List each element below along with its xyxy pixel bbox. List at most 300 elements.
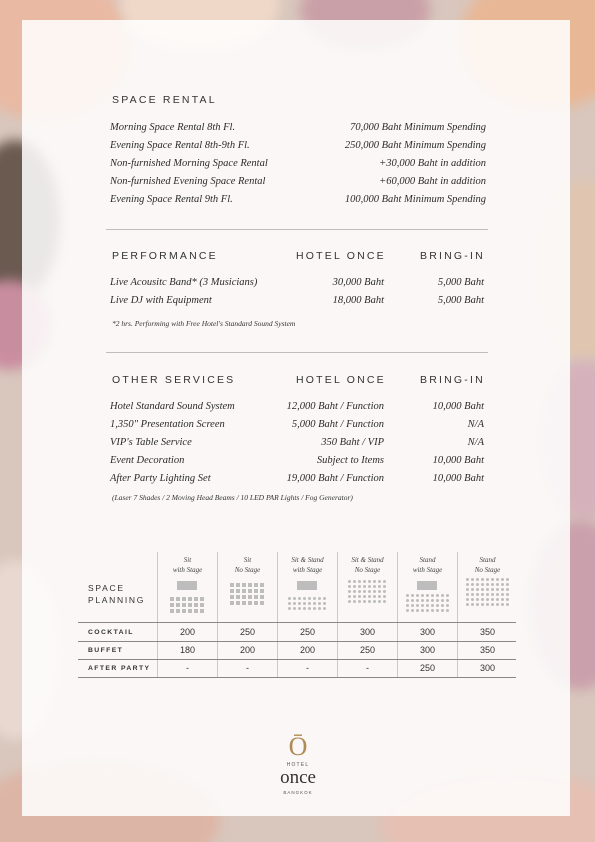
- service-row: [110, 401, 486, 419]
- seat-icon: [506, 578, 509, 581]
- seat-icon: [496, 578, 499, 581]
- bring-in-price: 10,000 Baht: [432, 455, 484, 466]
- seat-icon: [170, 603, 174, 607]
- logo-hotel-text: HOTEL: [286, 762, 310, 768]
- layout-caption: [458, 555, 517, 575]
- seat-icon: [373, 585, 376, 588]
- seat-icon: [416, 594, 419, 597]
- seat-icon: [313, 597, 316, 600]
- layout-caption: [278, 555, 337, 575]
- seat-icon: [406, 594, 409, 597]
- seat-icon: [486, 593, 489, 596]
- capacity-cell: 350: [479, 645, 496, 655]
- seat-icon: [358, 580, 361, 583]
- seat-icon: [476, 583, 479, 586]
- service-row: [110, 455, 486, 473]
- seat-icon: [481, 583, 484, 586]
- seat-icon: [446, 594, 449, 597]
- seat-icon: [466, 598, 469, 601]
- lighting-set-note: (Laser 7 Shades / 2 Moving Head Beams / 10 LED PAR Lights / Fog Generator): [112, 493, 353, 502]
- seat-icon: [466, 603, 469, 606]
- seat-icon: [188, 597, 192, 601]
- capacity-cell: -: [366, 663, 369, 673]
- capacity-cell: 300: [419, 627, 436, 637]
- seat-icon: [431, 594, 434, 597]
- layout-caption: [158, 555, 217, 575]
- seat-icon: [353, 595, 356, 598]
- seat-icon: [308, 607, 311, 610]
- seat-icon: [506, 603, 509, 606]
- capacity-cell: 300: [419, 645, 436, 655]
- seat-icon: [506, 588, 509, 591]
- space-planning-title-line2: PLANNING: [88, 595, 146, 605]
- row-label: Hotel Standard Sound System: [110, 401, 235, 412]
- seat-icon: [318, 607, 321, 610]
- row-divider: [78, 659, 516, 660]
- seat-icon: [471, 583, 474, 586]
- seat-icon: [426, 594, 429, 597]
- seat-icon: [501, 588, 504, 591]
- bring-in-column-header: BRING-IN: [420, 250, 485, 262]
- seat-icon: [318, 602, 321, 605]
- capacity-cell: 200: [179, 627, 196, 637]
- seat-icon: [496, 588, 499, 591]
- seat-icon: [260, 583, 264, 587]
- seat-icon: [313, 602, 316, 605]
- seat-icon: [230, 583, 234, 587]
- seat-icon: [506, 593, 509, 596]
- seat-icon: [501, 593, 504, 596]
- service-row: [110, 473, 486, 491]
- performance-note: *2 hrs. Performing with Free Hotel's Standard Sound System: [112, 319, 296, 328]
- bring-in-price: N/A: [467, 419, 484, 430]
- seat-icon: [363, 580, 366, 583]
- seat-icon: [368, 585, 371, 588]
- seat-icon: [496, 598, 499, 601]
- seat-icon: [303, 602, 306, 605]
- seat-icon: [481, 588, 484, 591]
- row-price: +30,000 Baht in addition: [379, 158, 486, 169]
- logo-once-text: once: [280, 767, 316, 788]
- seat-icon: [293, 602, 296, 605]
- seat-icon: [506, 583, 509, 586]
- seat-icon: [353, 580, 356, 583]
- seat-icon: [358, 590, 361, 593]
- seat-icon: [200, 603, 204, 607]
- seat-icon: [501, 598, 504, 601]
- stage-icon: [417, 581, 437, 590]
- seat-icon: [242, 589, 246, 593]
- seat-icon: [194, 609, 198, 613]
- seat-icon: [436, 594, 439, 597]
- seat-icon: [363, 590, 366, 593]
- seat-icon: [318, 597, 321, 600]
- row-divider: [78, 641, 516, 642]
- layout-caption: [218, 555, 277, 575]
- seat-icon: [242, 583, 246, 587]
- bring-in-price: N/A: [467, 437, 484, 448]
- seat-icon: [383, 600, 386, 603]
- seat-icon: [491, 593, 494, 596]
- seat-icon: [368, 600, 371, 603]
- seat-icon: [476, 578, 479, 581]
- hotel-price: 350 Baht / VIP: [321, 437, 384, 448]
- seat-icon: [368, 595, 371, 598]
- seat-icon: [254, 583, 258, 587]
- seat-icon: [288, 602, 291, 605]
- seat-icon: [353, 600, 356, 603]
- seat-icon: [406, 609, 409, 612]
- hotel-price: 5,000 Baht / Function: [291, 419, 384, 430]
- seat-icon: [441, 609, 444, 612]
- seat-icon: [188, 603, 192, 607]
- row-divider: [78, 622, 516, 623]
- seat-icon: [421, 599, 424, 602]
- performance-row: [110, 295, 486, 313]
- capacity-cell: 180: [179, 645, 196, 655]
- layout-caption-line1: Sit & Stand: [351, 556, 384, 564]
- capacity-cell: 300: [359, 627, 376, 637]
- seat-icon: [348, 580, 351, 583]
- capacity-cell: 300: [479, 663, 496, 673]
- bring-in-column-header: BRING-IN: [420, 374, 485, 386]
- seat-icon: [236, 589, 240, 593]
- seat-icon: [298, 597, 301, 600]
- seat-icon: [254, 595, 258, 599]
- row-label: Morning Space Rental 8th Fl.: [110, 122, 236, 133]
- seat-icon: [436, 599, 439, 602]
- layout-caption-line2: No Stage: [234, 566, 261, 574]
- seat-icon: [416, 609, 419, 612]
- seat-icon: [406, 604, 409, 607]
- service-row: [110, 419, 486, 437]
- seat-icon: [476, 598, 479, 601]
- capacity-cell: -: [306, 663, 309, 673]
- row-label: Live Acousitc Band* (3 Musicians): [110, 277, 258, 288]
- capacity-cell: 250: [359, 645, 376, 655]
- seat-icon: [416, 604, 419, 607]
- bring-in-price: 5,000 Baht: [437, 277, 484, 288]
- seat-icon: [431, 604, 434, 607]
- seat-icon: [501, 578, 504, 581]
- seat-icon: [230, 601, 234, 605]
- seat-icon: [476, 588, 479, 591]
- seat-icon: [378, 600, 381, 603]
- seat-icon: [248, 589, 252, 593]
- capacity-row-label: AFTER PARTY: [88, 665, 151, 672]
- row-price: 100,000 Baht Minimum Spending: [344, 194, 486, 205]
- seat-icon: [236, 583, 240, 587]
- layout-caption-line1: Sit & Stand: [291, 556, 324, 564]
- seat-icon: [446, 599, 449, 602]
- layout-caption-line2: with Stage: [172, 566, 203, 574]
- row-divider: [78, 677, 516, 678]
- seat-icon: [441, 599, 444, 602]
- seat-icon: [491, 583, 494, 586]
- seat-icon: [260, 601, 264, 605]
- seat-icon: [358, 595, 361, 598]
- seat-icon: [348, 595, 351, 598]
- seat-icon: [348, 600, 351, 603]
- seat-icon: [368, 590, 371, 593]
- seat-icon: [441, 604, 444, 607]
- seat-icon: [426, 599, 429, 602]
- seat-icon: [194, 603, 198, 607]
- performance-row: [110, 277, 486, 295]
- seat-icon: [363, 595, 366, 598]
- space-rental-row: [110, 140, 486, 158]
- row-label: Live DJ with Equipment: [110, 295, 212, 306]
- seat-icon: [491, 588, 494, 591]
- seat-icon: [481, 603, 484, 606]
- seat-icon: [476, 593, 479, 596]
- seat-icon: [194, 597, 198, 601]
- seat-icon: [182, 597, 186, 601]
- bring-in-price: 5,000 Baht: [437, 295, 484, 306]
- seat-icon: [441, 594, 444, 597]
- seat-icon: [486, 578, 489, 581]
- space-rental-row: [110, 176, 486, 194]
- layout-caption: [338, 555, 397, 575]
- seat-icon: [471, 593, 474, 596]
- row-price: +60,000 Baht in addition: [379, 176, 486, 187]
- space-rental-row: [110, 194, 486, 212]
- seat-icon: [230, 589, 234, 593]
- seat-icon: [421, 609, 424, 612]
- seat-icon: [230, 595, 234, 599]
- seat-icon: [323, 607, 326, 610]
- hotel-price: 30,000 Baht: [332, 277, 384, 288]
- seat-icon: [248, 601, 252, 605]
- seat-icon: [373, 595, 376, 598]
- seat-icon: [383, 585, 386, 588]
- capacity-cell: 250: [239, 627, 256, 637]
- seat-icon: [421, 604, 424, 607]
- seat-icon: [363, 585, 366, 588]
- space-planning-title-line1: SPACE: [88, 583, 125, 593]
- seat-icon: [298, 602, 301, 605]
- capacity-cell: 200: [299, 645, 316, 655]
- seat-icon: [466, 583, 469, 586]
- seat-icon: [431, 609, 434, 612]
- seat-icon: [348, 590, 351, 593]
- capacity-row-label: COCKTAIL: [88, 629, 134, 636]
- row-label: 1,350" Presentation Screen: [110, 419, 225, 430]
- row-label: Non-furnished Evening Space Rental: [110, 176, 266, 187]
- seat-icon: [378, 590, 381, 593]
- hotel-price: 18,000 Baht: [332, 295, 384, 306]
- layout-caption-line2: No Stage: [354, 566, 381, 574]
- seat-icon: [373, 590, 376, 593]
- seat-icon: [242, 595, 246, 599]
- seat-icon: [303, 607, 306, 610]
- seat-icon: [481, 593, 484, 596]
- seat-icon: [323, 597, 326, 600]
- capacity-cell: -: [246, 663, 249, 673]
- performance-title: PERFORMANCE: [112, 250, 218, 262]
- seat-icon: [476, 603, 479, 606]
- row-label: After Party Lighting Set: [110, 473, 211, 484]
- space-rental-row: [110, 122, 486, 140]
- seat-icon: [368, 580, 371, 583]
- stage-icon: [297, 581, 317, 590]
- hotel-price: 12,000 Baht / Function: [286, 401, 384, 412]
- seat-icon: [411, 604, 414, 607]
- seat-icon: [446, 604, 449, 607]
- row-price: 250,000 Baht Minimum Spending: [344, 140, 486, 151]
- seat-icon: [313, 607, 316, 610]
- space-rental-title: SPACE RENTAL: [112, 94, 217, 106]
- seat-icon: [411, 609, 414, 612]
- seat-icon: [406, 599, 409, 602]
- seat-icon: [358, 600, 361, 603]
- bring-in-price: 10,000 Baht: [432, 401, 484, 412]
- capacity-cell: 250: [419, 663, 436, 673]
- seat-icon: [411, 594, 414, 597]
- seat-icon: [426, 604, 429, 607]
- seat-icon: [378, 585, 381, 588]
- layout-caption-line1: Sit: [183, 556, 192, 564]
- seat-icon: [481, 578, 484, 581]
- seat-icon: [254, 589, 258, 593]
- seat-icon: [446, 609, 449, 612]
- capacity-row-label: BUFFET: [88, 647, 124, 654]
- seat-icon: [383, 590, 386, 593]
- seat-icon: [236, 595, 240, 599]
- row-label: Evening Space Rental 8th-9th Fl.: [110, 140, 250, 151]
- seat-icon: [486, 588, 489, 591]
- layout-caption-line2: No Stage: [474, 566, 501, 574]
- seat-icon: [426, 609, 429, 612]
- seat-icon: [200, 597, 204, 601]
- seat-icon: [373, 580, 376, 583]
- seat-icon: [323, 602, 326, 605]
- seat-icon: [416, 599, 419, 602]
- seat-icon: [491, 598, 494, 601]
- capacity-cell: 200: [239, 645, 256, 655]
- seat-icon: [288, 607, 291, 610]
- seat-icon: [242, 601, 246, 605]
- seat-icon: [182, 603, 186, 607]
- seat-icon: [411, 599, 414, 602]
- layout-caption-line2: with Stage: [292, 566, 323, 574]
- service-row: [110, 437, 486, 455]
- seat-icon: [170, 597, 174, 601]
- space-rental-row: [110, 158, 486, 176]
- seat-icon: [260, 595, 264, 599]
- logo-city-text: BANGKOK: [283, 790, 313, 795]
- seat-icon: [383, 580, 386, 583]
- row-label: Non-furnished Morning Space Rental: [110, 158, 268, 169]
- capacity-cell: -: [186, 663, 189, 673]
- seat-icon: [486, 603, 489, 606]
- seat-icon: [486, 598, 489, 601]
- layout-caption-line1: Stand: [479, 556, 496, 564]
- seat-icon: [358, 585, 361, 588]
- seat-icon: [248, 583, 252, 587]
- stage-icon: [177, 581, 197, 590]
- hotel-price: 19,000 Baht / Function: [286, 473, 384, 484]
- seat-icon: [383, 595, 386, 598]
- seat-icon: [170, 609, 174, 613]
- seat-icon: [182, 609, 186, 613]
- seat-icon: [200, 609, 204, 613]
- section-divider: [106, 229, 488, 230]
- hotel-once-column-header: HOTEL ONCE: [296, 374, 386, 386]
- seat-icon: [298, 607, 301, 610]
- seat-icon: [466, 578, 469, 581]
- seat-icon: [471, 603, 474, 606]
- seat-icon: [436, 604, 439, 607]
- capacity-cell: 250: [299, 627, 316, 637]
- seat-icon: [260, 589, 264, 593]
- seat-icon: [293, 607, 296, 610]
- seat-icon: [496, 603, 499, 606]
- other-services-title: OTHER SERVICES: [112, 374, 236, 386]
- seat-icon: [188, 609, 192, 613]
- row-label: Event Decoration: [110, 455, 185, 466]
- seat-icon: [348, 585, 351, 588]
- seat-icon: [288, 597, 291, 600]
- seat-icon: [248, 595, 252, 599]
- seat-icon: [176, 609, 180, 613]
- seat-icon: [303, 597, 306, 600]
- seat-icon: [466, 593, 469, 596]
- seat-icon: [471, 578, 474, 581]
- seat-icon: [373, 600, 376, 603]
- seat-icon: [501, 603, 504, 606]
- seat-icon: [176, 597, 180, 601]
- seat-icon: [471, 598, 474, 601]
- seat-icon: [254, 601, 258, 605]
- capacity-cell: 350: [479, 627, 496, 637]
- seat-icon: [378, 580, 381, 583]
- seat-icon: [496, 583, 499, 586]
- seat-icon: [236, 601, 240, 605]
- row-price: 70,000 Baht Minimum Spending: [350, 122, 486, 133]
- seat-icon: [501, 583, 504, 586]
- hotel-once-column-header: HOTEL ONCE: [296, 250, 386, 262]
- row-label: Evening Space Rental 9th Fl.: [110, 194, 233, 205]
- seat-icon: [431, 599, 434, 602]
- section-divider: [106, 352, 488, 353]
- seat-icon: [293, 597, 296, 600]
- row-label: VIP's Table Service: [110, 437, 192, 448]
- hotel-price: Subject to Items: [316, 455, 384, 466]
- seat-icon: [378, 595, 381, 598]
- seat-icon: [491, 603, 494, 606]
- layout-caption-line1: Stand: [419, 556, 436, 564]
- seat-icon: [363, 600, 366, 603]
- seat-icon: [481, 598, 484, 601]
- hotel-once-logo-mark: Ō: [288, 732, 308, 761]
- bring-in-price: 10,000 Baht: [432, 473, 484, 484]
- seat-icon: [308, 602, 311, 605]
- seat-icon: [491, 578, 494, 581]
- layout-caption: [398, 555, 457, 575]
- seat-icon: [353, 590, 356, 593]
- seat-icon: [308, 597, 311, 600]
- layout-caption-line2: with Stage: [412, 566, 443, 574]
- seat-icon: [486, 583, 489, 586]
- seat-icon: [176, 603, 180, 607]
- seat-icon: [353, 585, 356, 588]
- seat-icon: [466, 588, 469, 591]
- seat-icon: [496, 593, 499, 596]
- seat-icon: [471, 588, 474, 591]
- seat-icon: [436, 609, 439, 612]
- seat-icon: [421, 594, 424, 597]
